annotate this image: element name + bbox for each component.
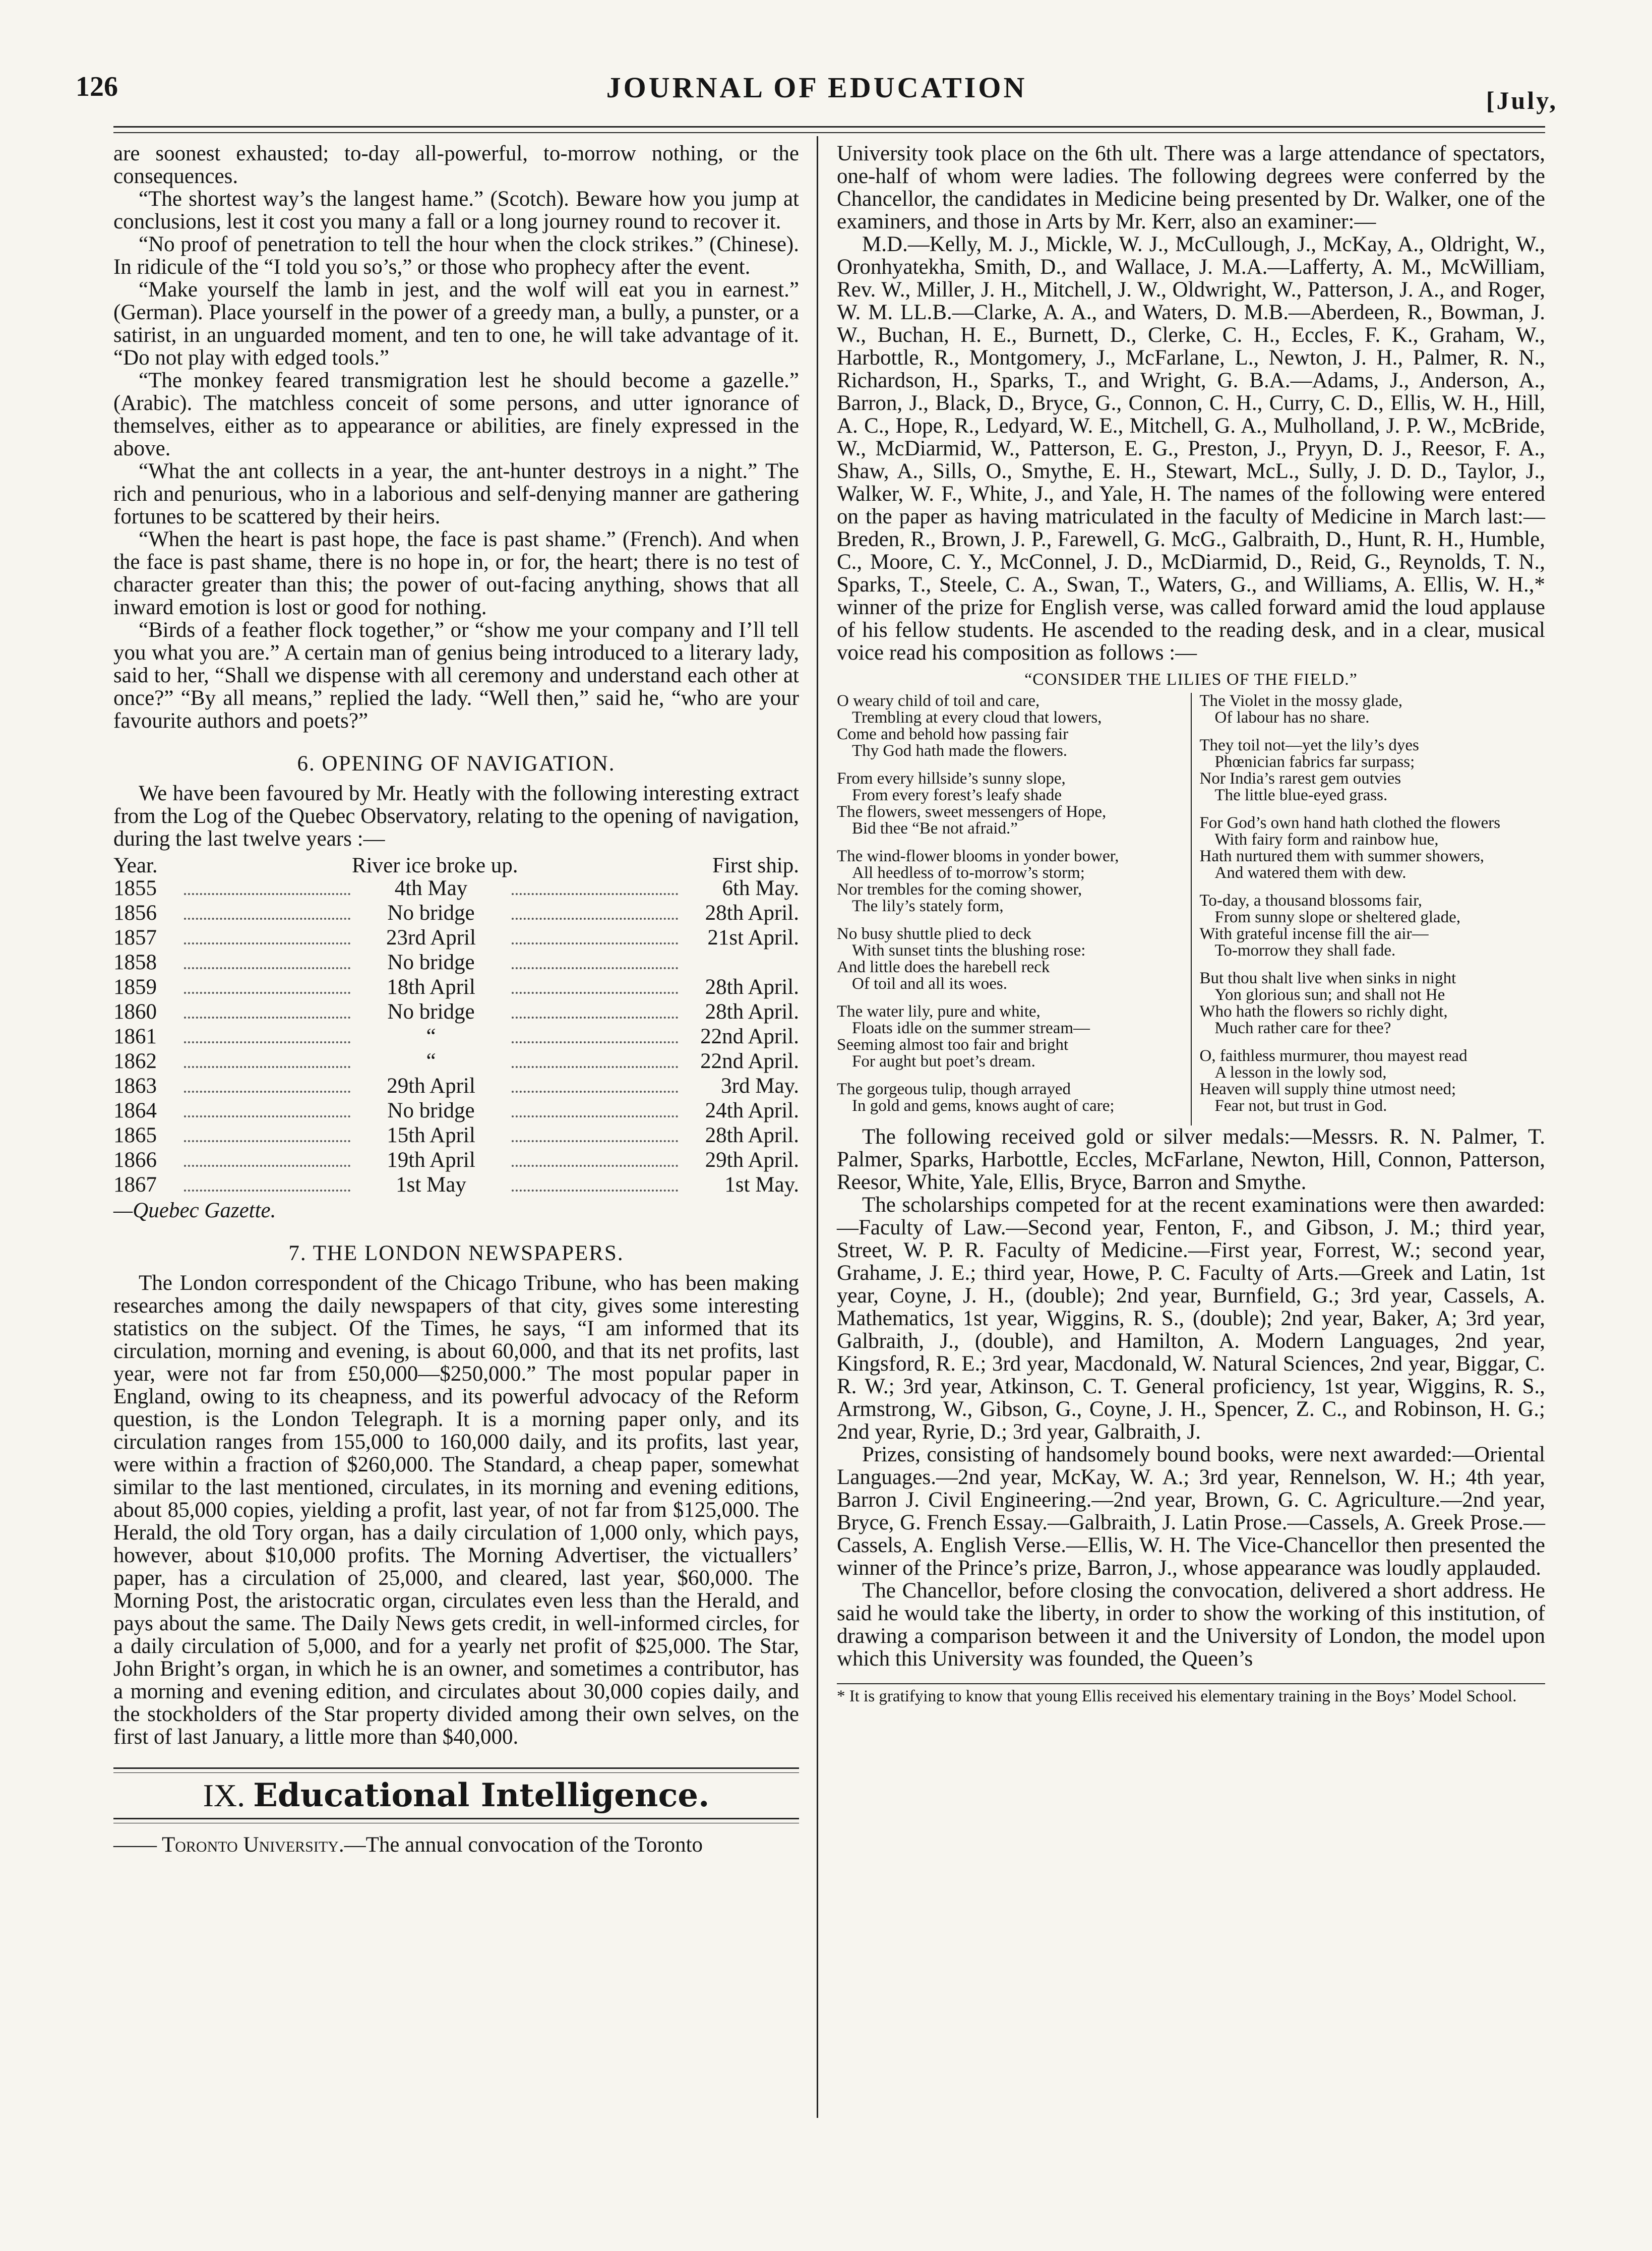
verse-line: In gold and gems, knows aught of care; [852,1097,1115,1115]
year-cell: 1855 [113,876,157,900]
table-row [113,1075,799,1099]
leader-dots [184,1140,350,1142]
verse-line: They toil not—yet the lily’s dyes [1199,736,1419,754]
year-cell: 1857 [113,926,157,950]
leader-dots [184,1041,350,1043]
leader-dots [512,1115,678,1117]
verse-line: Nor India’s rarest gem outvies [1199,769,1401,788]
leader-dots [184,1115,350,1117]
verse-line: And watered them with dew. [1214,864,1406,882]
ship-cell: 28th April. [705,901,799,925]
verse-line: Fear not, but trust in God. [1214,1097,1387,1115]
leader-dots [184,992,350,994]
stanza [1200,893,1546,959]
navigation-table-header [113,854,799,877]
table-row [113,951,799,976]
leader-dots [512,918,678,920]
section-rule [113,1818,799,1823]
verse-line: Of toil and all its woes. [852,975,1007,993]
year-cell: 1863 [113,1074,157,1098]
verse-line: Heaven will supply thine utmost need; [1199,1080,1456,1098]
poem-title: “CONSIDER THE LILIES OF THE FIELD.” [1024,670,1358,689]
table-row [113,1149,799,1173]
verse-line: Phœnician fabrics far surpass; [1214,753,1415,771]
convocation-paragraph: University took place on the 6th ult. There was a large attendance of spectators, one-half of whom were ladies. The following degrees were conferred by the Chancellor, the candidates in Medicine being presented by Dr. Walker, one of the examiners, and those in Arts by Mr. Kerr, also an examiner:— [837,142,1545,233]
ice-cell: 19th April [387,1148,475,1172]
verse-line: To-morrow they shall fade. [1214,941,1396,960]
leader-dots [184,1017,350,1019]
stanza [1200,1048,1546,1114]
ship-cell: 21st April. [707,926,799,950]
ship-cell: 28th April. [705,975,799,999]
ice-cell: 4th May [394,876,468,900]
leader-dots [512,1165,678,1167]
verse-line: Bid thee “Be not afraid.” [852,819,1018,838]
year-cell: 1861 [113,1025,157,1048]
stanza [837,1003,1183,1070]
chancellor-paragraph: The Chancellor, before closing the convocation, delivered a short address. He said he would take the liberty, in order to show the working of this institution, of drawing a comparison between it and the University of London, the model upon which this University was founded, the Queen’s [837,1579,1545,1671]
verse-line: The flowers, sweet messengers of Hope, [837,803,1107,821]
proverb-paragraph: “No proof of penetration to tell the hour when the clock strikes.” (Chinese). In ridicule of the “I told you so’s,” or those who prophecy after the event. [113,232,799,279]
leader-dots [184,1066,350,1068]
verse-line: Hath nurtured them with summer showers, [1199,847,1485,865]
prizes-paragraph: Prizes, consisting of handsomely bound books, were next awarded:—Oriental Languages.—2nd year, McKay, W. A.; 3rd year, Rennelson, W. H.; 4th year, Barron J. Civil Engineering.—2nd year, Brown, G. C. Agriculture.—2nd year, Bryce, G. French Essay.—Galbraith, J. Latin Prose.—Cassels, A. Greek Prose.—Cassels, A. English Verse.—Ellis, W. H. The Vice-Chancellor then presented the winner of the Prince’s prize, Barron, J., whose appearance was loudly applauded. [837,1443,1545,1580]
leader-dots [512,1190,678,1192]
ice-cell: 15th April [387,1123,475,1147]
scholarships-paragraph: The scholarships competed for at the recent examinations were then awarded:—Faculty of Law.—Second year, Fenton, F., and Gibson, J. M.; third year, Street, W. P. R. Faculty of Medicine.—First year, Forrest, W.; second year, Grahame, J. E.; third year, Howe, P. C. Faculty of Arts.—Greek and Latin, 1st year, Coyne, J. H., (double); 2nd year, Burnfield, G.; 3rd year, Cassels, A. Mathematics, 1st year, Wiggins, R. S., (double); 2nd year, Baker, A; 3rd year, Galbraith, J., (double), and Hamilton, A. Modern Languages, 2nd year, Kingsford, R. E.; 3rd year, Macdonald, W. Natural Sciences, 2nd year, Biggar, C. R. W.; 3rd year, Atkinson, C. T. General proficiency, 1st year, Wiggins, R. S., Armstrong, W., Gibson, G., Coyne, J. H., Spencer, Z. C., and Robinson, H. G.; 2nd year, Ryrie, D.; 3rd year, Galbraith, J. [837,1193,1545,1444]
ship-cell: 1st May. [724,1173,799,1197]
verse-line: The water lily, pure and white, [837,1002,1041,1021]
proverb-paragraph: “Birds of a feather flock together,” or “show me your company and I’ll tell you what you are.” A certain man of genius being introduced to a literary lady, said to her, “Shall we dispense with all ceremony and understand each other at once?” “By all means,” replied the lady. “Well then,” said he, “who are your favourite authors and poets?” [113,618,799,733]
leader-dots [512,893,678,895]
table-row [113,976,799,1000]
verse-line: Come and behold how passing fair [837,725,1069,743]
verse-line: Floats idle on the summer stream— [852,1019,1090,1037]
ice-cell: No bridge [387,901,475,925]
verse-line: No busy shuttle plied to deck [837,925,1031,943]
verse-line: All heedless of to-morrow’s storm; [852,864,1085,882]
newspapers-body: The London correspondent of the Chicago Tribune, who has been making researches among the daily newspapers of that city, gives some interesting statistics on the subject. Of the Times, he says, “I am informed that its circulation, morning and evening, is about 60,000, and that its net profits, last year, were not far from £50,000—$250,000.” The most popular paper in England, owing to its cheapness, and its powerful advocacy of the Reform question, is the London Telegraph. It is a morning paper only, and its circulation ranges from 155,000 to 160,000 daily, and its profits, last year, were within a fraction of $260,000. The Standard, a cheap paper, somewhat similar to the last mentioned, circulates, in its morning and evening editions, about 85,000 copies, yielding a profit, last year, of not far from $125,000. The Herald, the old Tory organ, has a daily circulation of 1,000 only, which pays, however, about $10,000 profits. The Morning Advertiser, the victuallers’ paper, has a circulation of 25,000, and cleared, last year, $60,000. The Morning Post, the aristocratic organ, circulates even less than the Herald, and pays about the same. The Daily News gets credit, in well-informed circles, for a daily circulation of 5,000, and for a yearly net profit of $25,000. The Star, John Bright’s organ, in which he is an owner, and sometimes a contributor, has a morning and evening edition, and circulates about 30,000 copies daily, and the stockholders of the Star property divided among their own selves, on the first of last January, a little more than $40,000. [113,1271,799,1749]
degrees-paragraph: M.D.—Kelly, M. J., Mickle, W. J., McCullough, J., McKay, A., Oldright, W., Oronhyatekha, Smith, D., and Wallace, J. M.A.—Lafferty, A. M., McWilliam, Rev. W., Miller, J. H., Mitchell, J. W., Oldwright, W., Patterson, J. A., and Roger, W. M. LL.B.—Clarke, A. A., and Waters, D. M.B.—Aberdeen, R., Bowman, J. W., Buchan, H. E., Burnett, D., Clerke, C. H., Eccles, F. K., Graham, W., Harbottle, R., Montgomery, J., McFarlane, L., Newton, J. H., Palmer, R. N., Richardson, H., Sparks, T., and Wright, G. B.A.—Adams, J., Anderson, A., Barron, J., Black, D., Bryce, G., Connon, C. H., Curry, C. D., Ellis, W. H., Hill, A. C., Hope, R., Ledyard, W. E., Mitchell, G. A., Mulholland, J. P. W., McBride, W., McDiarmid, W., Patterson, E. G., Preston, J., Pryyn, D. J., Reesor, F. A., Shaw, A., Sills, O., Smythe, E. H., Stewart, McL., Sully, J. D. D., Taylor, J., Walker, W. F., White, J., and Yale, H. The names of the following were entered on the paper as having matriculated in the faculty of Medicine in March last:—Breden, R., Brown, J. P., Farewell, G. McG., Galbraith, D., Hunt, R. H., Humble, C., Moore, C. Y., McConnel, J. D., McDiarmid, D., Reid, G., Reynolds, T. N., Sparks, T., Steele, C. A., Swan, T., Waters, G., and Williams, A. Ellis, W. H.,* winner of the prize for English verse, was called forward amid the loud applause of his fellow students. He ascended to the reading desk, and in a clear, musical voice read his composition as follows :— [837,232,1545,665]
year-cell: 1858 [113,951,157,974]
newspapers-heading: 7. THE LONDON NEWSPAPERS. [288,1241,624,1265]
table-row [113,926,799,951]
ship-cell: 6th May. [722,876,799,900]
header-rule [113,126,1545,128]
proverb-paragraph: “What the ant collects in a year, the ant-hunter destroys in a night.” The rich and penurious, who in a laborious and self-denying manner are gathering fortunes to be scattered by their heirs. [113,459,799,528]
table-row [113,1025,799,1050]
verse-line: From sunny slope or sheltered glade, [1214,908,1461,926]
year-cell: 1866 [113,1148,157,1172]
section-title: Educational Intelligence. [253,1776,710,1814]
proverb-paragraph: “The monkey feared transmigration lest he should become a gazelle.” (Arabic). The matchless conceit of some persons, and utter ignorance of themselves, either as to appearance or abilities, are finely expressed in the above. [113,369,799,460]
ice-cell: “ [426,1025,436,1048]
ship-cell: 28th April. [705,1000,799,1024]
verse-line: Much rather care for thee? [1214,1019,1391,1037]
left-column [113,142,799,2109]
table-row [113,1000,799,1025]
leader-dots [512,1041,678,1043]
stanza [837,1081,1183,1114]
leader-dots [512,992,678,994]
verse-line: O, faithless murmurer, thou mayest read [1199,1047,1467,1065]
lead-label: —— Toronto University. [113,1833,344,1857]
stanza [1200,737,1546,804]
stanza [1200,693,1546,726]
col-ship-label: First ship. [712,854,799,877]
ice-cell: No bridge [387,951,475,974]
verse-line: Yon glorious sun; and shall not He [1214,986,1445,1004]
ice-cell: No bridge [387,1000,475,1024]
verse-line: With fairy form and rainbow hue, [1214,831,1439,849]
verse-line: Seeming almost too fair and bright [837,1036,1069,1054]
leader-dots [184,918,350,920]
journal-title: JOURNAL OF EDUCATION [606,71,1027,104]
right-column [837,142,1545,2179]
leader-dots [512,942,678,944]
verse-line: Trembling at every cloud that lowers, [852,708,1102,727]
verse-line: For God’s own hand hath clothed the flowers [1199,814,1501,832]
ship-cell: 22nd April. [700,1025,799,1048]
stanza [837,848,1183,915]
year-cell: 1859 [113,975,157,999]
leader-dots [184,967,350,969]
stanza [837,771,1183,837]
verse-line: A lesson in the lowly sod, [1214,1063,1387,1082]
leader-dots [512,1091,678,1093]
proverb-paragraph: are soonest exhausted; to-day all-powerful, to-morrow nothing, or the consequences. [113,142,799,188]
verse-line: The wind-flower blooms in yonder bower, [837,847,1119,865]
table-row [113,1050,799,1075]
verse-line: Thy God hath made the flowers. [852,742,1068,760]
year-cell: 1862 [113,1049,157,1073]
verse-line: For aught but poet’s dream. [852,1052,1035,1071]
ice-cell: “ [426,1049,436,1073]
leader-dots [512,1066,678,1068]
verse-line: Nor trembles for the coming shower, [837,880,1082,899]
leader-dots [512,1017,678,1019]
stanza [837,926,1183,992]
ice-cell: 1st May [396,1173,466,1197]
stanza [1200,970,1546,1037]
footnote: * It is gratifying to know that young Ellis received his elementary training in the Boys’ Model School. [837,1687,1517,1705]
navigation-intro: We have been favoured by Mr. Heatly with the following interesting extract from the Log of the Quebec Observatory, relating to the opening of navigation, during the last twelve years :— [113,782,799,851]
poem-left-column [837,693,1192,1126]
verse-line: From every forest’s leafy shade [852,786,1062,804]
medals-paragraph: The following received gold or silver medals:—Messrs. R. N. Palmer, T. Palmer, Sparks, Harbottle, Eccles, McFarlane, Newton, Hill, Connon, Patterson, Reesor, White, Yale, Ellis, Bryce, Barron and Smythe. [837,1125,1545,1194]
table-row [113,1124,799,1149]
verse-line: But thou shalt live when sinks in night [1199,969,1456,987]
year-cell: 1867 [113,1173,157,1197]
verse-line: With sunset tints the blushing rose: [852,941,1086,960]
year-cell: 1860 [113,1000,157,1024]
year-cell: 1864 [113,1099,157,1122]
ice-cell: 29th April [387,1074,475,1098]
ship-cell: 24th April. [705,1099,799,1122]
ship-cell: 29th April. [705,1148,799,1172]
table-row [113,877,799,902]
leader-dots [512,967,678,969]
proverb-paragraph: “Make yourself the lamb in jest, and the wolf will eat you in earnest.” (German). Place yourself in the power of a greedy man, a bully, a punster, or a satirist, in an unguarded moment, and ten to one, he will take advantage of it. “Do not play with edged tools.” [113,278,799,370]
section-rule [113,1767,799,1773]
footnote-rule [837,1683,1545,1684]
ship-cell: 3rd May. [721,1074,799,1098]
leader-dots [184,1165,350,1167]
verse-line: And little does the harebell reck [837,958,1050,976]
stanza [837,693,1183,759]
page-number: 126 [76,71,118,102]
proverb-paragraph: “When the heart is past hope, the face is past shame.” (French). And when the face is past shame, there is no hope in, or for, the heart; there is no test of character greater than this; the power of out-facing anything, shows that all inward emotion is lost or good for nothing. [113,527,799,619]
convocation-lead [113,1833,799,1856]
leader-dots [184,1091,350,1093]
verse-line: With grateful incense fill the air— [1199,925,1429,943]
verse-line: The Violet in the mossy glade, [1199,692,1403,710]
verse-line: Who hath the flowers so richly dight, [1199,1002,1448,1021]
year-cell: 1856 [113,901,157,925]
proverb-paragraph: “The shortest way’s the langest hame.” (Scotch). Beware how you jump at conclusions, lest it cost you many a fall or a long journey round to recover it. [113,187,799,233]
page-header [76,71,1558,126]
leader-dots [184,893,350,895]
year-cell: 1865 [113,1123,157,1147]
verse-line: To-day, a thousand blossoms fair, [1199,892,1422,910]
column-divider [817,136,818,2118]
verse-line: From every hillside’s sunny slope, [837,769,1066,788]
poem-right-column [1192,693,1546,1126]
ice-cell: No bridge [387,1099,475,1122]
header-rule-thin [113,132,1545,133]
ice-cell: 18th April [387,975,475,999]
navigation-table [113,877,799,1198]
section-ix-heading [113,1776,799,1814]
navigation-heading: 6. OPENING OF NAVIGATION. [297,752,616,776]
poem [837,693,1545,1126]
table-row [113,902,799,926]
ship-cell: 22nd April. [700,1049,799,1073]
table-row [113,1173,799,1198]
ship-cell: 28th April. [705,1123,799,1147]
verse-line: O weary child of toil and care, [837,692,1040,710]
verse-line: The gorgeous tulip, though arrayed [837,1080,1071,1098]
leader-dots [512,1140,678,1142]
table-row [113,1099,799,1124]
ice-cell: 23rd April [386,926,476,950]
col-ice-label: River ice broke up. [352,854,518,877]
stanza [1200,815,1546,881]
issue-month: [July, [1486,86,1558,114]
verse-line: The little blue-eyed grass. [1214,786,1388,804]
lead-text: —The annual convocation of the Toronto [344,1833,703,1857]
leader-dots [184,1190,350,1192]
verse-line: The lily’s stately form, [852,897,1004,915]
verse-line: Of labour has no share. [1214,708,1370,727]
leader-dots [184,942,350,944]
section-numeral: IX. [203,1778,246,1813]
col-year-label: Year. [113,854,158,877]
source-attribution: —Quebec Gazette. [113,1199,276,1222]
